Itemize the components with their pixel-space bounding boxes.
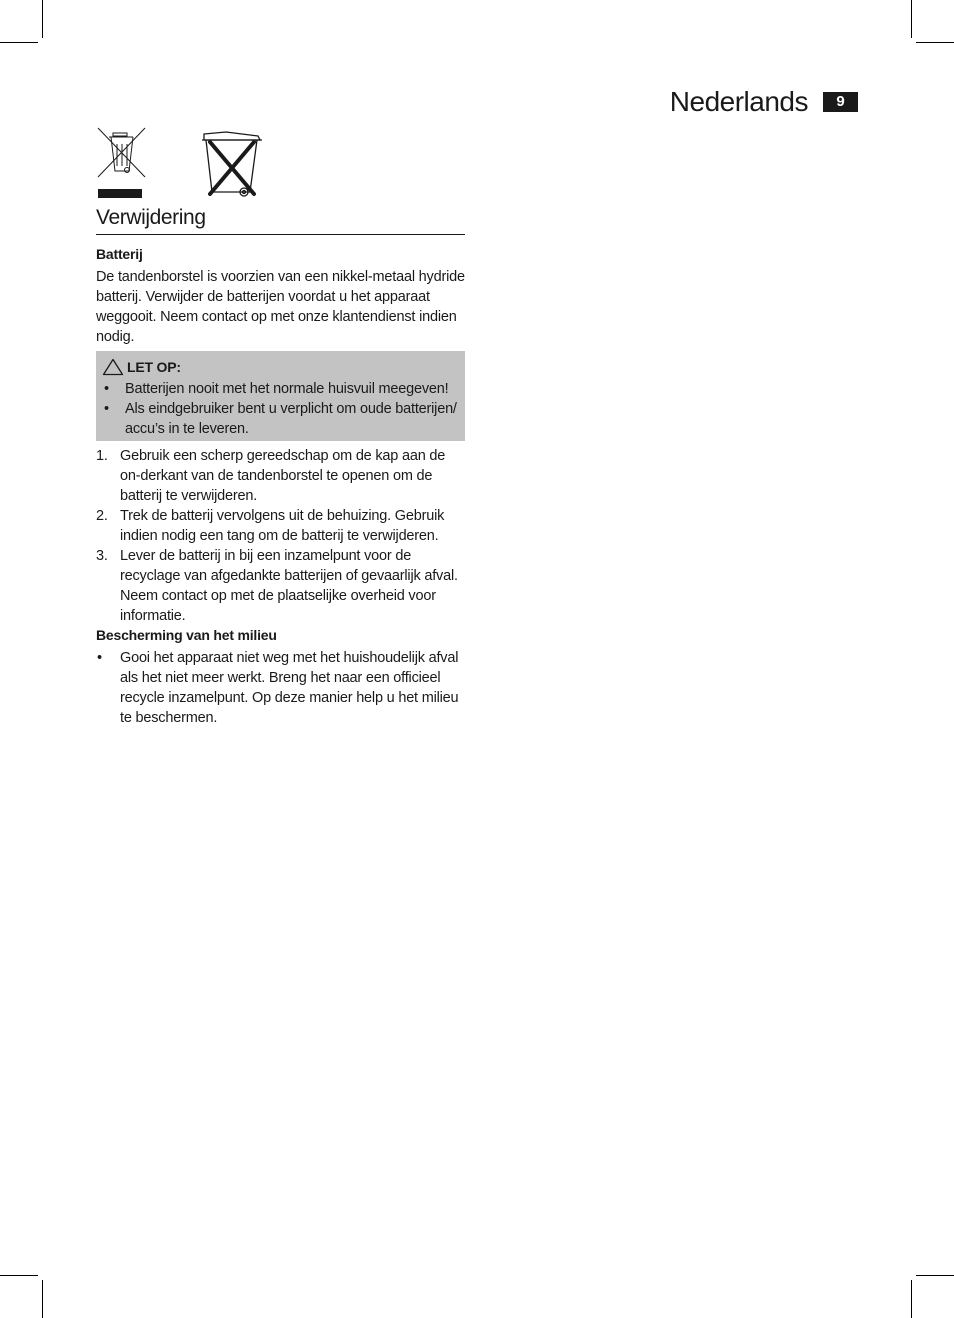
crop-mark	[42, 1280, 43, 1318]
page-number: 9	[823, 92, 858, 112]
warning-triangle-icon	[102, 358, 124, 376]
warning-notice	[96, 351, 465, 441]
environment-section	[96, 625, 465, 728]
list-item: • Batterijen nooit met het normale huisvuil meegeven!	[104, 381, 449, 397]
crop-mark	[0, 42, 38, 43]
steps-list	[96, 446, 465, 626]
notice-label: LET OP:	[127, 359, 181, 375]
environment-heading: Bescherming van het milieu	[96, 627, 277, 643]
weee-bin-icon	[96, 126, 296, 202]
disposal-icons	[96, 126, 296, 202]
crop-mark	[42, 0, 43, 38]
list-item: • Gooi het apparaat niet weg met het huishoudelijk afval als het niet meer werkt. Breng het naar een officieel recycle inzamelpunt. Op deze manier help u het milieu te beschermen.	[97, 650, 459, 726]
crop-mark	[916, 1275, 954, 1276]
list-item: 1. Gebruik een scherp gereedschap om de kap aan de on-derkant van de tandenborstel te openen om de batterij te verwijderen.	[96, 448, 446, 504]
language-header: Nederlands	[669, 86, 808, 117]
crop-mark	[916, 42, 954, 43]
crop-mark	[911, 0, 912, 38]
notice-header	[102, 357, 457, 377]
section-title: Verwijdering	[96, 206, 465, 235]
crop-mark	[911, 1280, 912, 1318]
list-item: 3. Lever de batterij in bij een inzamelpunt voor de recyclage van afgedankte batterijen of gevaarlijk afval. Neem contact op met de plaatselijke overheid voor informatie.	[96, 548, 458, 624]
removal-steps	[96, 446, 465, 626]
battery-section	[96, 244, 465, 347]
battery-intro: De tandenborstel is voorzien van een nikkel-metaal hydride batterij. Verwijder de batterijen voordat u het apparaat weggooit. Neem contact op met onze klantendienst indien nodig.	[96, 269, 465, 345]
list-item: 2. Trek de batterij vervolgens uit de behuizing. Gebruik indien nodig een tang om de batterij te verwijderen.	[96, 508, 445, 544]
list-item: • Als eindgebruiker bent u verplicht om oude batterijen/ accu’s in te leveren.	[104, 401, 457, 437]
environment-list	[96, 648, 465, 728]
notice-list	[102, 379, 457, 439]
crop-mark	[0, 1275, 38, 1276]
battery-heading: Batterij	[96, 246, 143, 262]
